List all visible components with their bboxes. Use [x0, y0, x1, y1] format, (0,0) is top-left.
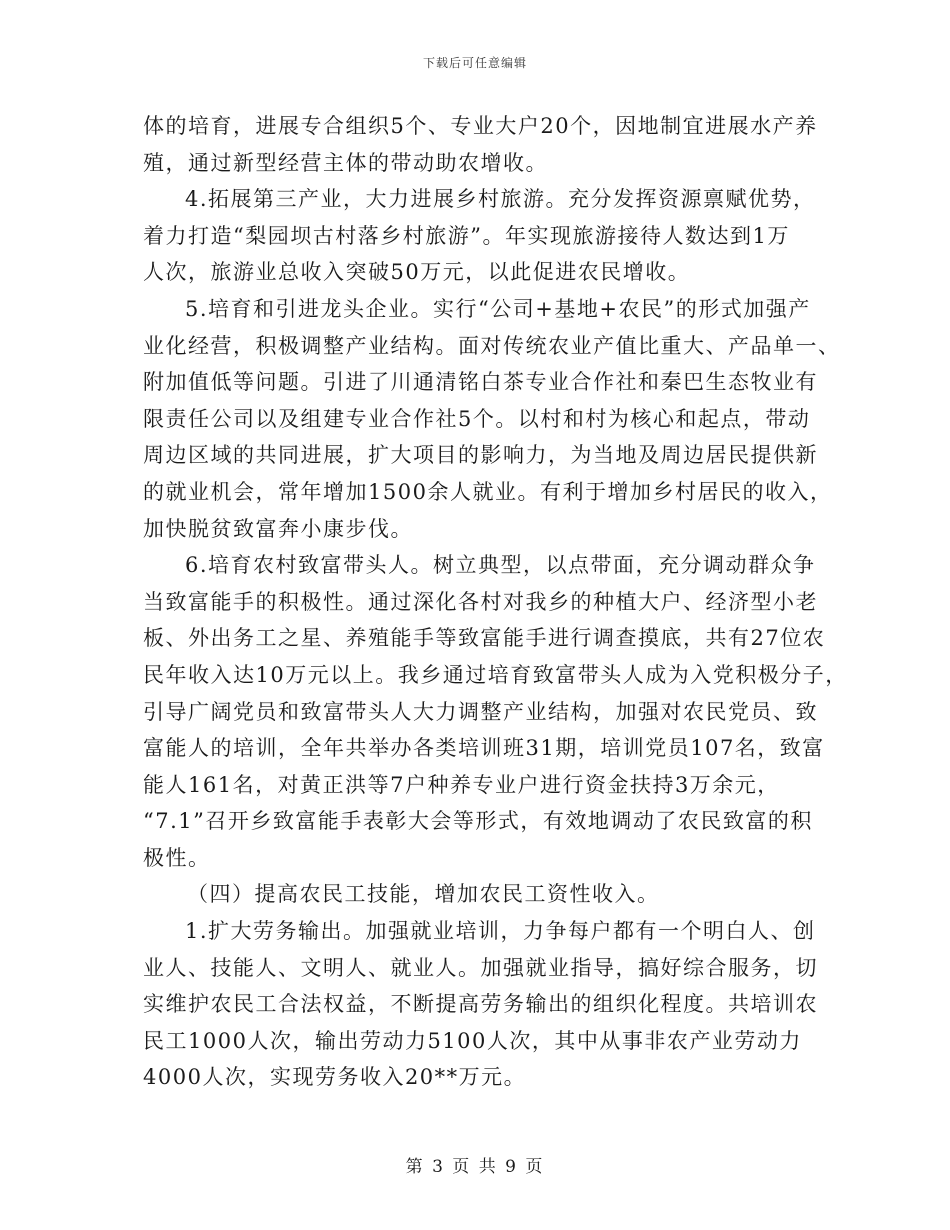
text-line: 周边区域的共同进展，扩大项目的影响力，为当地及周边居民提供新: [143, 443, 818, 468]
paragraph-heading-4: 4.拓展第三产业，大力进展乡村旅游。充分发挥资源禀赋优势，: [185, 187, 816, 212]
text-line: 极性。: [143, 845, 211, 870]
document-body: [143, 108, 848, 1096]
text-line: 业化经营，积极调整产业结构。面对传统农业产值比重大、产品单一、: [143, 333, 841, 358]
text-line: 的就业机会，常年增加1500余人就业。有利于增加乡村居民的收入，: [143, 479, 833, 504]
page-number-footer: 第 3 页 共 9 页: [405, 1157, 545, 1177]
text-line: 人次，旅游业总收入突破50万元，以此促进农民增收。: [143, 260, 691, 285]
text-line: 富能人的培训，全年共举办各类培训班31期，培训党员107名，致富: [143, 736, 825, 761]
text-line: 当致富能手的积极性。通过深化各村对我乡的种植大户、经济型小老: [143, 589, 818, 614]
section-heading: （四）提高农民工技能，增加农民工资性收入。: [187, 882, 660, 907]
text-line: 加快脱贫致富奔小康步伐。: [143, 516, 413, 541]
text-line: 实维护农民工合法权益，不断提高劳务输出的组织化程度。共培训农: [143, 992, 818, 1017]
text-line: 民年收入达10万元以上。我乡通过培育致富带头人成为入党积极分子，: [143, 662, 848, 687]
text-line: 限责任公司以及组建专业合作社5个。以村和村为核心和起点，带动: [143, 406, 811, 431]
page-header: 下载后可任意编辑: [422, 56, 527, 70]
text-line: 着力打造“梨园坝古村落乡村旅游”。年实现旅游接待人数达到1万: [143, 223, 790, 248]
paragraph-heading-1: 1.扩大劳务输出。加强就业培训，力争每户都有一个明白人、创: [185, 919, 816, 944]
paragraph-heading-5: 5.培育和引进龙头企业。实行“公司+基地+农民”的形式加强产: [185, 296, 811, 321]
text-line: 附加值低等问题。引进了川通清铭白茶专业合作社和秦巴生态牧业有: [143, 370, 818, 395]
text-line: 能人161名，对黄正洪等7户种养专业户进行资金扶持3万余元，: [143, 772, 780, 797]
text-line: 民工1000人次，输出劳动力5100人次，其中从事非农产业劳动力: [143, 1028, 802, 1053]
text-line: 4000人次，实现劳务收入20**万元。: [143, 1065, 527, 1090]
text-line: 引导广阔党员和致富带头人大力调整产业结构，加强对农民党员、致: [143, 699, 818, 724]
text-line: 殖，通过新型经营主体的带动助农增收。: [143, 150, 548, 175]
text-line: 业人、技能人、文明人、就业人。加强就业指导，搞好综合服务，切: [143, 955, 818, 980]
text-line: “7.1”召开乡致富能手表彰大会等形式，有效地调动了农民致富的积: [143, 809, 813, 834]
paragraph-heading-6: 6.培育农村致富带头人。树立典型，以点带面，充分调动群众争: [185, 553, 816, 578]
text-line: 体的培育，进展专合组织5个、专业大户20个，因地制宜进展水产养: [143, 114, 818, 138]
text-line: 板、外出务工之星、养殖能手等致富能手进行调查摸底，共有27位农: [143, 626, 826, 651]
